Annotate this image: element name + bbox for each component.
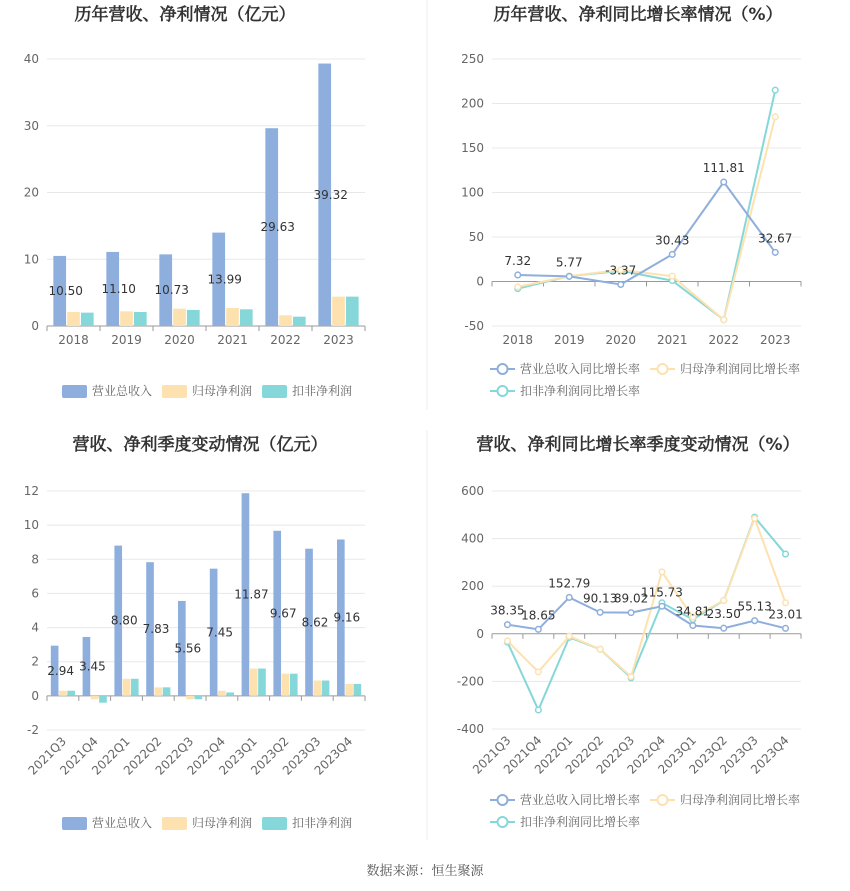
bar-deducted-profit [293, 317, 306, 326]
series-point [690, 623, 696, 629]
legend-label: 营业总收入同比增长率 [520, 793, 641, 807]
series-point [505, 622, 511, 628]
legend-label: 营业总收入同比增长率 [520, 362, 641, 376]
bar-deducted-profit [258, 669, 266, 696]
series-point [597, 646, 603, 652]
x-tick-label: 2020 [164, 333, 195, 347]
y-tick-label: 0 [476, 274, 484, 289]
bar-deducted-profit [67, 691, 75, 696]
x-tick-label: 2021Q4 [57, 734, 101, 778]
series-point [597, 610, 603, 616]
series-point [721, 625, 727, 631]
x-tick-label: 2023Q3 [717, 733, 761, 777]
bar-net-profit [123, 679, 131, 696]
bar-data-label: 11.10 [101, 281, 136, 296]
bar-net-profit [59, 691, 67, 696]
line-data-label: 90.13 [582, 591, 618, 606]
line-data-label: 111.81 [702, 160, 745, 175]
y-tick-label: 20 [23, 185, 39, 200]
series-point [721, 317, 727, 323]
line-data-label: 23.50 [706, 607, 741, 622]
bar-deducted-profit [195, 696, 203, 699]
bar-data-label: 7.83 [142, 622, 170, 637]
x-tick-label: 2023Q1 [216, 734, 260, 778]
line-data-label: 18.65 [521, 608, 556, 623]
series-point [536, 669, 542, 675]
bar-deducted-profit [134, 312, 147, 326]
x-tick-label: 2018 [502, 333, 534, 347]
y-tick-label: 50 [468, 230, 484, 244]
x-tick-label: 2023Q1 [655, 733, 699, 777]
line-data-label: 5.77 [555, 255, 583, 270]
y-tick-label: 40 [23, 52, 39, 66]
y-tick-label: -2 [27, 723, 39, 737]
x-tick-label: 2022Q2 [562, 733, 607, 777]
series-point [566, 274, 572, 280]
series-point [628, 610, 634, 616]
series-point [783, 626, 789, 632]
x-tick-label: 2023 [323, 333, 354, 347]
series-point [669, 252, 675, 258]
legend-swatch [62, 817, 87, 830]
legend-label: 归母净利润同比增长率 [680, 362, 801, 376]
series-point [752, 618, 758, 624]
chart-title: 历年营收、净利情况（亿元） [74, 5, 296, 25]
line-data-label: 152.79 [548, 576, 591, 591]
legend-swatch [162, 385, 187, 398]
bar-data-label: 10.50 [48, 283, 83, 298]
series-point [536, 707, 542, 713]
line-data-label: 7.32 [504, 253, 532, 268]
series-point [752, 516, 758, 522]
bar-data-label: 2.94 [47, 663, 74, 678]
x-tick-label: 2023Q4 [311, 734, 356, 778]
x-tick-label: 2019 [553, 333, 585, 347]
bar-data-label: 9.16 [333, 610, 361, 625]
legend-label: 扣非净利润 [292, 816, 353, 830]
bar-deducted-profit [131, 679, 139, 696]
bar-deducted-profit [346, 297, 359, 326]
x-tick-label: 2020 [605, 333, 637, 347]
legend-swatch [62, 385, 87, 398]
y-tick-label: 8 [31, 552, 39, 567]
line-data-label: 89.02 [613, 591, 649, 606]
legend-label: 扣非净利润同比增长率 [520, 815, 641, 829]
y-tick-label: 0 [476, 626, 484, 641]
x-tick-label: 2021 [217, 333, 248, 347]
bar-net-profit [332, 297, 345, 326]
chart-title: 营收、净利同比增长率季度变动情况（%） [476, 435, 800, 455]
bar-deducted-profit [187, 310, 200, 326]
legend-swatch [262, 817, 287, 830]
legend-label: 归母净利润 [192, 816, 253, 830]
x-tick-label: 2022 [270, 333, 301, 347]
legend-marker [658, 795, 668, 805]
line-data-label: 32.67 [758, 231, 793, 246]
series-point [566, 595, 572, 601]
bar-net-profit [173, 309, 186, 326]
series-point [721, 598, 727, 604]
legend-label: 归母净利润 [192, 384, 253, 398]
data-source-text: 数据来源：恒生聚源 [366, 864, 484, 879]
bar-net-profit [120, 311, 133, 326]
legend-label: 营业总收入 [92, 384, 153, 398]
legend-marker [498, 364, 508, 374]
bar-deducted-profit [99, 696, 107, 703]
bar-net-profit [313, 680, 321, 695]
line-data-label: 115.73 [640, 585, 683, 600]
y-tick-label: 6 [31, 586, 39, 601]
series-point [628, 674, 634, 680]
x-tick-label: 2021Q4 [500, 733, 545, 777]
legend-swatch [162, 817, 187, 830]
quarterly-revenue-profit-chart [24, 434, 365, 830]
bar-data-label: 9.67 [269, 606, 297, 621]
y-tick-label: -400 [456, 722, 484, 736]
y-tick-label: 10 [23, 252, 39, 267]
x-tick-label: 2023Q3 [279, 734, 324, 778]
series-point [515, 284, 521, 290]
series-point [721, 179, 727, 185]
bar-data-label: 10.73 [154, 283, 189, 298]
chart-title: 历年营收、净利同比增长率情况（%） [493, 5, 783, 25]
x-tick-label: 2023 [759, 333, 791, 347]
line-data-label: -3.37 [605, 263, 637, 278]
bar-net-profit [282, 674, 290, 696]
series-point [536, 627, 542, 633]
x-tick-label: 2022Q3 [593, 733, 638, 777]
x-tick-label: 2022Q4 [184, 734, 229, 778]
legend-marker [498, 795, 508, 805]
x-tick-label: 2023Q4 [748, 733, 792, 777]
bar-deducted-profit [290, 674, 298, 696]
legend-marker [498, 817, 508, 827]
y-tick-label: 12 [23, 484, 39, 498]
line-data-label: 34.81 [675, 604, 711, 619]
y-tick-label: 400 [461, 531, 484, 546]
legend-marker [498, 386, 508, 396]
x-tick-label: 2022Q1 [89, 734, 133, 778]
y-tick-label: 200 [461, 579, 484, 594]
x-tick-label: 2022Q3 [152, 734, 197, 778]
y-tick-label: 150 [461, 141, 484, 155]
bar-net-profit [250, 669, 258, 696]
x-tick-label: 2023Q2 [686, 733, 730, 777]
series-point [783, 551, 789, 557]
bar-deducted-profit [81, 313, 94, 326]
series-point [783, 600, 789, 606]
bar-deducted-profit [322, 680, 330, 695]
y-tick-label: -200 [456, 674, 484, 689]
bar-net-profit [279, 315, 292, 326]
quarterly-growth-rate-chart [457, 434, 803, 829]
bar-data-label: 3.45 [79, 659, 106, 674]
series-point [772, 114, 778, 120]
bar-data-label: 29.63 [260, 220, 295, 235]
bar-data-label: 5.56 [174, 641, 202, 656]
series-point [669, 273, 675, 279]
x-tick-label: 2023Q2 [248, 734, 292, 778]
bar-data-label: 8.62 [301, 615, 329, 630]
legend-label: 归母净利润同比增长率 [680, 793, 801, 807]
y-tick-label: -50 [464, 319, 484, 333]
legend-swatch [262, 385, 287, 398]
legend-label: 扣非净利润同比增长率 [520, 384, 641, 398]
line-data-label: 38.35 [490, 603, 525, 618]
series-point [659, 603, 665, 609]
x-tick-label: 2022Q1 [531, 733, 576, 777]
legend-marker [658, 364, 668, 374]
series-point [505, 638, 511, 644]
series-point [515, 272, 521, 278]
legend-label: 营业总收入 [92, 816, 153, 830]
x-tick-label: 2018 [58, 333, 89, 347]
y-tick-label: 0 [31, 319, 39, 333]
bar-deducted-profit [240, 309, 253, 326]
y-tick-label: 30 [23, 118, 39, 133]
series-point [772, 250, 778, 256]
y-tick-label: 250 [461, 52, 484, 66]
y-tick-label: 4 [31, 620, 39, 635]
x-tick-label: 2021Q3 [469, 733, 514, 777]
bar-data-label: 13.99 [207, 272, 242, 287]
series-point [618, 282, 624, 288]
bar-net-profit [154, 687, 162, 696]
bar-deducted-profit [163, 687, 171, 696]
y-tick-label: 0 [31, 688, 39, 703]
bar-data-label: 11.87 [234, 587, 269, 602]
y-tick-label: 100 [461, 185, 484, 200]
bar-net-profit [186, 696, 194, 699]
x-tick-label: 2021 [656, 333, 688, 347]
line-data-label: 30.43 [655, 233, 690, 248]
bar-data-label: 7.45 [206, 625, 233, 640]
series-line-net-profit-growth [518, 117, 776, 320]
bar-deducted-profit [354, 684, 362, 696]
x-tick-label: 2022Q4 [624, 733, 669, 777]
bar-net-profit [91, 696, 99, 699]
annual-growth-rate-chart [461, 4, 801, 398]
series-point [772, 87, 778, 93]
line-data-label: 55.13 [737, 599, 772, 614]
y-tick-label: 2 [31, 654, 39, 669]
bar-net-profit [67, 312, 80, 326]
x-tick-label: 2019 [111, 333, 142, 347]
bar-net-profit [345, 684, 353, 696]
x-tick-label: 2022Q2 [120, 734, 165, 778]
x-tick-label: 2022 [708, 333, 740, 347]
annual-revenue-profit-chart [24, 4, 365, 398]
bar-data-label: 8.80 [110, 613, 138, 628]
x-tick-label: 2021Q3 [25, 734, 70, 778]
bar-net-profit [218, 691, 226, 696]
chart-title: 营收、净利季度变动情况（亿元） [72, 435, 328, 455]
y-tick-label: 200 [461, 96, 484, 111]
series-point [566, 633, 572, 639]
bar-net-profit [226, 308, 239, 326]
bar-data-label: 39.32 [313, 187, 348, 202]
y-tick-label: 600 [461, 484, 484, 498]
legend-label: 扣非净利润 [292, 384, 353, 398]
line-data-label: 23.01 [768, 607, 803, 622]
y-tick-label: 10 [23, 518, 39, 533]
bar-deducted-profit [226, 692, 234, 695]
series-point [659, 569, 665, 575]
